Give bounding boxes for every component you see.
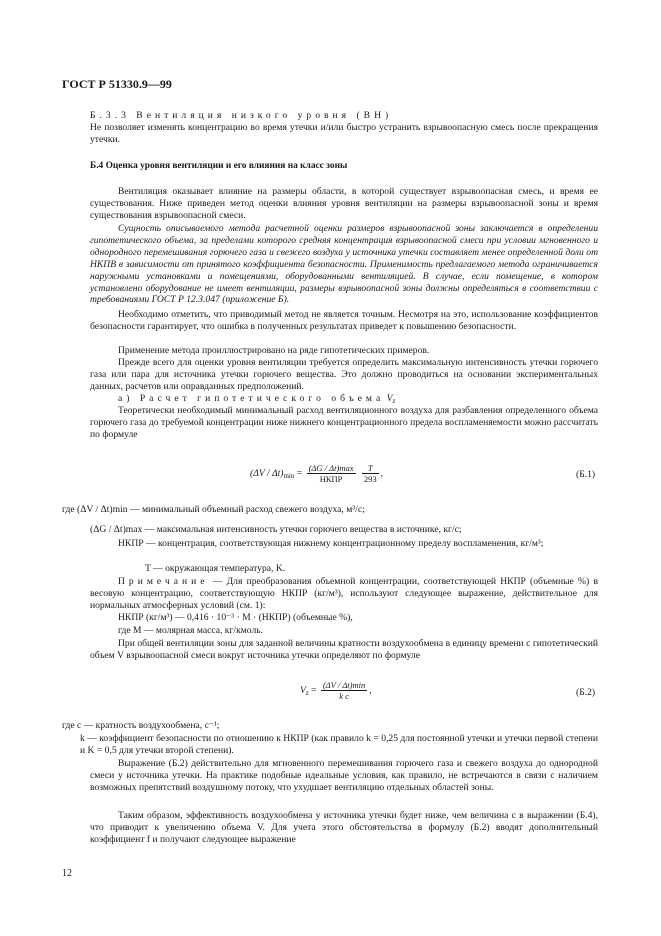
b4-title: Б.4 Оценка уровня вентиляции и его влияния на класс зоны (90, 161, 348, 171)
b4-paragraph-4: Применение метода проиллюстрировано на ряде гипотетических примеров. (118, 345, 430, 356)
paragraph-8: Выражение (Б.2) действительно для мгновенного перемешивания горючего газа и свежего воздуха до однородной смеси у источника утечки. На практике подобные идеальные условия, как правило, не встречаются в связи с наличием возможных препятствий воздушному потоку, что ухудшает вентиляцию отдельных областей зоны. (90, 758, 598, 793)
eq2-numerator: (ΔV / Δt)min (322, 680, 366, 690)
eq2-fraction (321, 680, 367, 702)
b4-paragraph-2: Сущность описываемого метода расчетной оценки размеров взрывоопасной зоны заключается в определении гипотетического объема, за пределами которого средняя концентрация взрывоопасной смеси при условии мгновенного и однородного перемешивания горючего газа и свежего воздуха у источника утечки составляет менее определенной доли от НКПВ в зависимости от принятого коэффициента безопасности. Применимость предлагаемого метода ограничивается наружными установками и помещениями, оборудованными вентиляцией. В случае, если помещение, в котором установлено оборудование не имеет вентиляции, размеры взрывоопасной зоны должны определяться в соответствии с требованиями ГОСТ Р 12.3.047 (приложение Б). (90, 223, 598, 306)
b33-heading: Б.3.3 Вентиляция низкого уровня (ВН) (90, 110, 393, 121)
eq2-label: (Б.2) (576, 687, 596, 698)
eq2-comma: , (369, 685, 372, 697)
b33-text: Не позволяет изменять концентрацию во время утечки и/или быстро устранить взрывоопасную смесь после прекращения утечки. (90, 122, 598, 145)
eq1-temp-fraction (362, 463, 379, 485)
paragraph-9: Таким образом, эффективность воздухообмена у источника утечки будет ниже, чем величина c в выражении (Б.4), что приводит к увеличению объема V. Для учета этого обстоятельства в формулу (Б.2) вводят дополнительный коэффициент f и получают следующее выражение (90, 810, 598, 845)
eq1-comma: , (380, 468, 384, 480)
where2-term-2: k — коэффициент безопасности по отношению к НКПР (как правило k = 0,25 для постоянной утечки и утечки первой степени и K = 0,5 для утечки второй степени). (80, 733, 598, 756)
note-text: — Для преобразования объемной концентрации, соответствующей НКПР (объемные %) в весовую концентрацию, соответствующую НКПР (кг/м³), используют следующее выражение, действительное для нормальных атмосферных условий (см. 1): (90, 576, 598, 611)
equation-b2 (300, 680, 372, 702)
where1-term-3: НКПР — концентрация, соответствующая нижнему концентрационному пределу воспламенения, кг/м³; (118, 538, 544, 549)
eq2-lhs-sub: z (305, 689, 309, 698)
where1-term-4: T — окружающая температура, K. (145, 563, 286, 574)
page-number: 12 (62, 868, 72, 879)
b4-heading-a-sub: z (392, 397, 396, 405)
b4-paragraph-6: Теоретически необходимый минимальный расход вентиляционного воздуха для разбавления определенного объема горючего газа до требуемой концентрации ниже нижнего концентрационного предела воспламеняемости можно рассчитать по формуле (90, 405, 598, 440)
note-where: где M — молярная масса, кг/кмоль. (118, 625, 264, 636)
eq1-numerator: (ΔG / Δt)max (308, 463, 354, 473)
eq1-temp-denominator: 293 (363, 474, 377, 484)
note (90, 576, 598, 612)
eq1-denominator: НКПР (319, 474, 343, 484)
eq1-lhs: (ΔV / Δt) (250, 468, 284, 480)
note-formula: НКПР (кг/м³) — 0,416 · 10⁻³ · M · (НКПР) (объемные %), (118, 612, 353, 623)
eq1-fraction (307, 463, 356, 485)
where1-term-2: (ΔG / Δt)max — максимальная интенсивность утечки горючего вещества в источнике, кг/с; (90, 524, 462, 535)
where1-term-1: (ΔV / Δt)min — минимальный объемный расход свежего воздуха, м³/с; (77, 504, 365, 515)
b4-paragraph-5: Прежде всего для оценки уровня вентиляции требуется определить максимальную интенсивность утечки горючего газа или пара для источника утечки горючего вещества. Это должно проводиться на основании экспериментальных данных, расчетов или оправданных предположений. (90, 357, 598, 392)
note-label: Примечание (118, 576, 209, 587)
where1-line-1 (62, 504, 602, 516)
eq1-lhs-sub: min (283, 472, 295, 481)
b4-paragraph-3: Необходимо отметить, что приводимый метод не является точным. Несмотря на это, использование коэффициентов безопасности гарантирует, что ошибка в полученных результатах приведет к повышению безопасности. (90, 309, 598, 332)
eq2-lhs: V (300, 685, 306, 697)
eq2-denominator: k c (339, 691, 349, 701)
where1-intro: где (62, 504, 75, 515)
section-b33 (90, 110, 598, 146)
eq2-equals: = (311, 685, 317, 697)
b4-paragraph-1: Вентиляция оказывает влияние на размеры области, в которой существует взрывоопасная смесь, и время ее существования. Ниже приведен метод оценки влияния уровня вентиляции на размеры взрывоопасной зоны и время существования взрывоопасной смеси. (90, 186, 598, 221)
paragraph-7: При общей вентиляции зоны для заданной величины кратности воздухообмена в единицу времени c гипотетический объем V взрывоопасной смеси вокруг источника утечки определяют по формуле (90, 638, 598, 661)
eq1-equals: = (296, 468, 303, 480)
equation-b1 (250, 463, 383, 485)
eq1-temp-numerator: T (362, 463, 379, 474)
where2-term-1: где c — кратность воздухообмена, с⁻¹; (62, 720, 220, 731)
b4-heading-a-var: V (386, 393, 393, 404)
eq1-label: (Б.1) (576, 469, 596, 480)
b4-heading-a-text: а) Расчет гипотетического объема (118, 393, 385, 404)
document-header: ГОСТ Р 51330.9—99 (62, 77, 172, 91)
